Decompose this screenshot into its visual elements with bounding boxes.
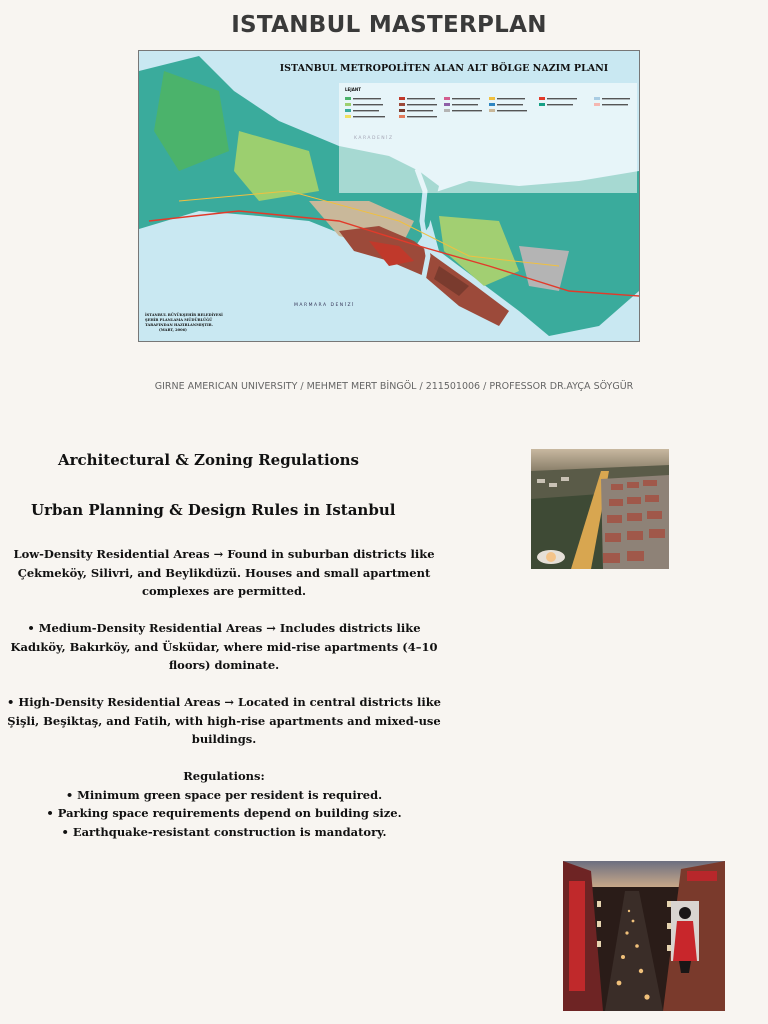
map-title: ISTANBUL METROPOLİTEN ALAN ALT BÖLGE NAZIM PLANI [279, 63, 609, 74]
map-caption-line: TARAFINDAN HAZIRLANMIŞTIR. [145, 323, 213, 327]
regulation-item: • Earthquake-resistant construction is mandatory. [61, 824, 387, 839]
regulations-list [0, 786, 448, 842]
page-title: ISTANBUL MASTERPLAN [231, 12, 547, 38]
section-subtitle: Urban Planning & Design Rules in Istanbul [31, 501, 396, 519]
legend-heading: LEJANT [345, 87, 361, 92]
paragraph-medium-density: • Medium-Density Residential Areas → Includes districts like Kadıköy, Bakırköy, and Üsküdar, where mid-rise apartments (4–10 floors) dominate. [10, 621, 438, 672]
suburban-aerial-photo [531, 449, 669, 569]
paragraph-low-density: Low-Density Residential Areas → Found in suburban districts like Çekmeköy, Silivri, and Beylikdüzü. Houses and small apartment complexes are permitted. [13, 547, 435, 598]
map-caption-line: ŞEHİR PLANLAMA MÜDÜRLÜĞÜ [145, 318, 213, 322]
sea-label-south: MARMARA DENİZİ [294, 303, 355, 308]
map-caption-line: (MART, 2006) [159, 328, 187, 332]
body-text [0, 545, 448, 841]
city-street-photo [563, 861, 725, 1011]
map-illustration [139, 51, 639, 341]
masterplan-map [138, 50, 640, 342]
map-caption-line: İSTANBUL BÜYÜKŞEHİR BELEDİYESİ [145, 313, 223, 317]
paragraph-high-density: • High-Density Residential Areas → Located in central districts like Şişli, Beşiktaş, and Fatih, with high-rise apartments and mixed-use buildings. [7, 695, 441, 746]
regulation-item: • Parking space requirements depend on building size. [46, 806, 402, 820]
section-title: Architectural & Zoning Regulations [58, 451, 360, 469]
regulations-heading: Regulations: [183, 769, 265, 783]
credits-line: GIRNE AMERICAN UNIVERSITY / MEHMET MERT BİNGÖL / 211501006 / PROFESSOR DR.AYÇA SÖYGÜR [154, 381, 634, 392]
regulation-item: • Minimum green space per resident is required. [65, 787, 383, 802]
